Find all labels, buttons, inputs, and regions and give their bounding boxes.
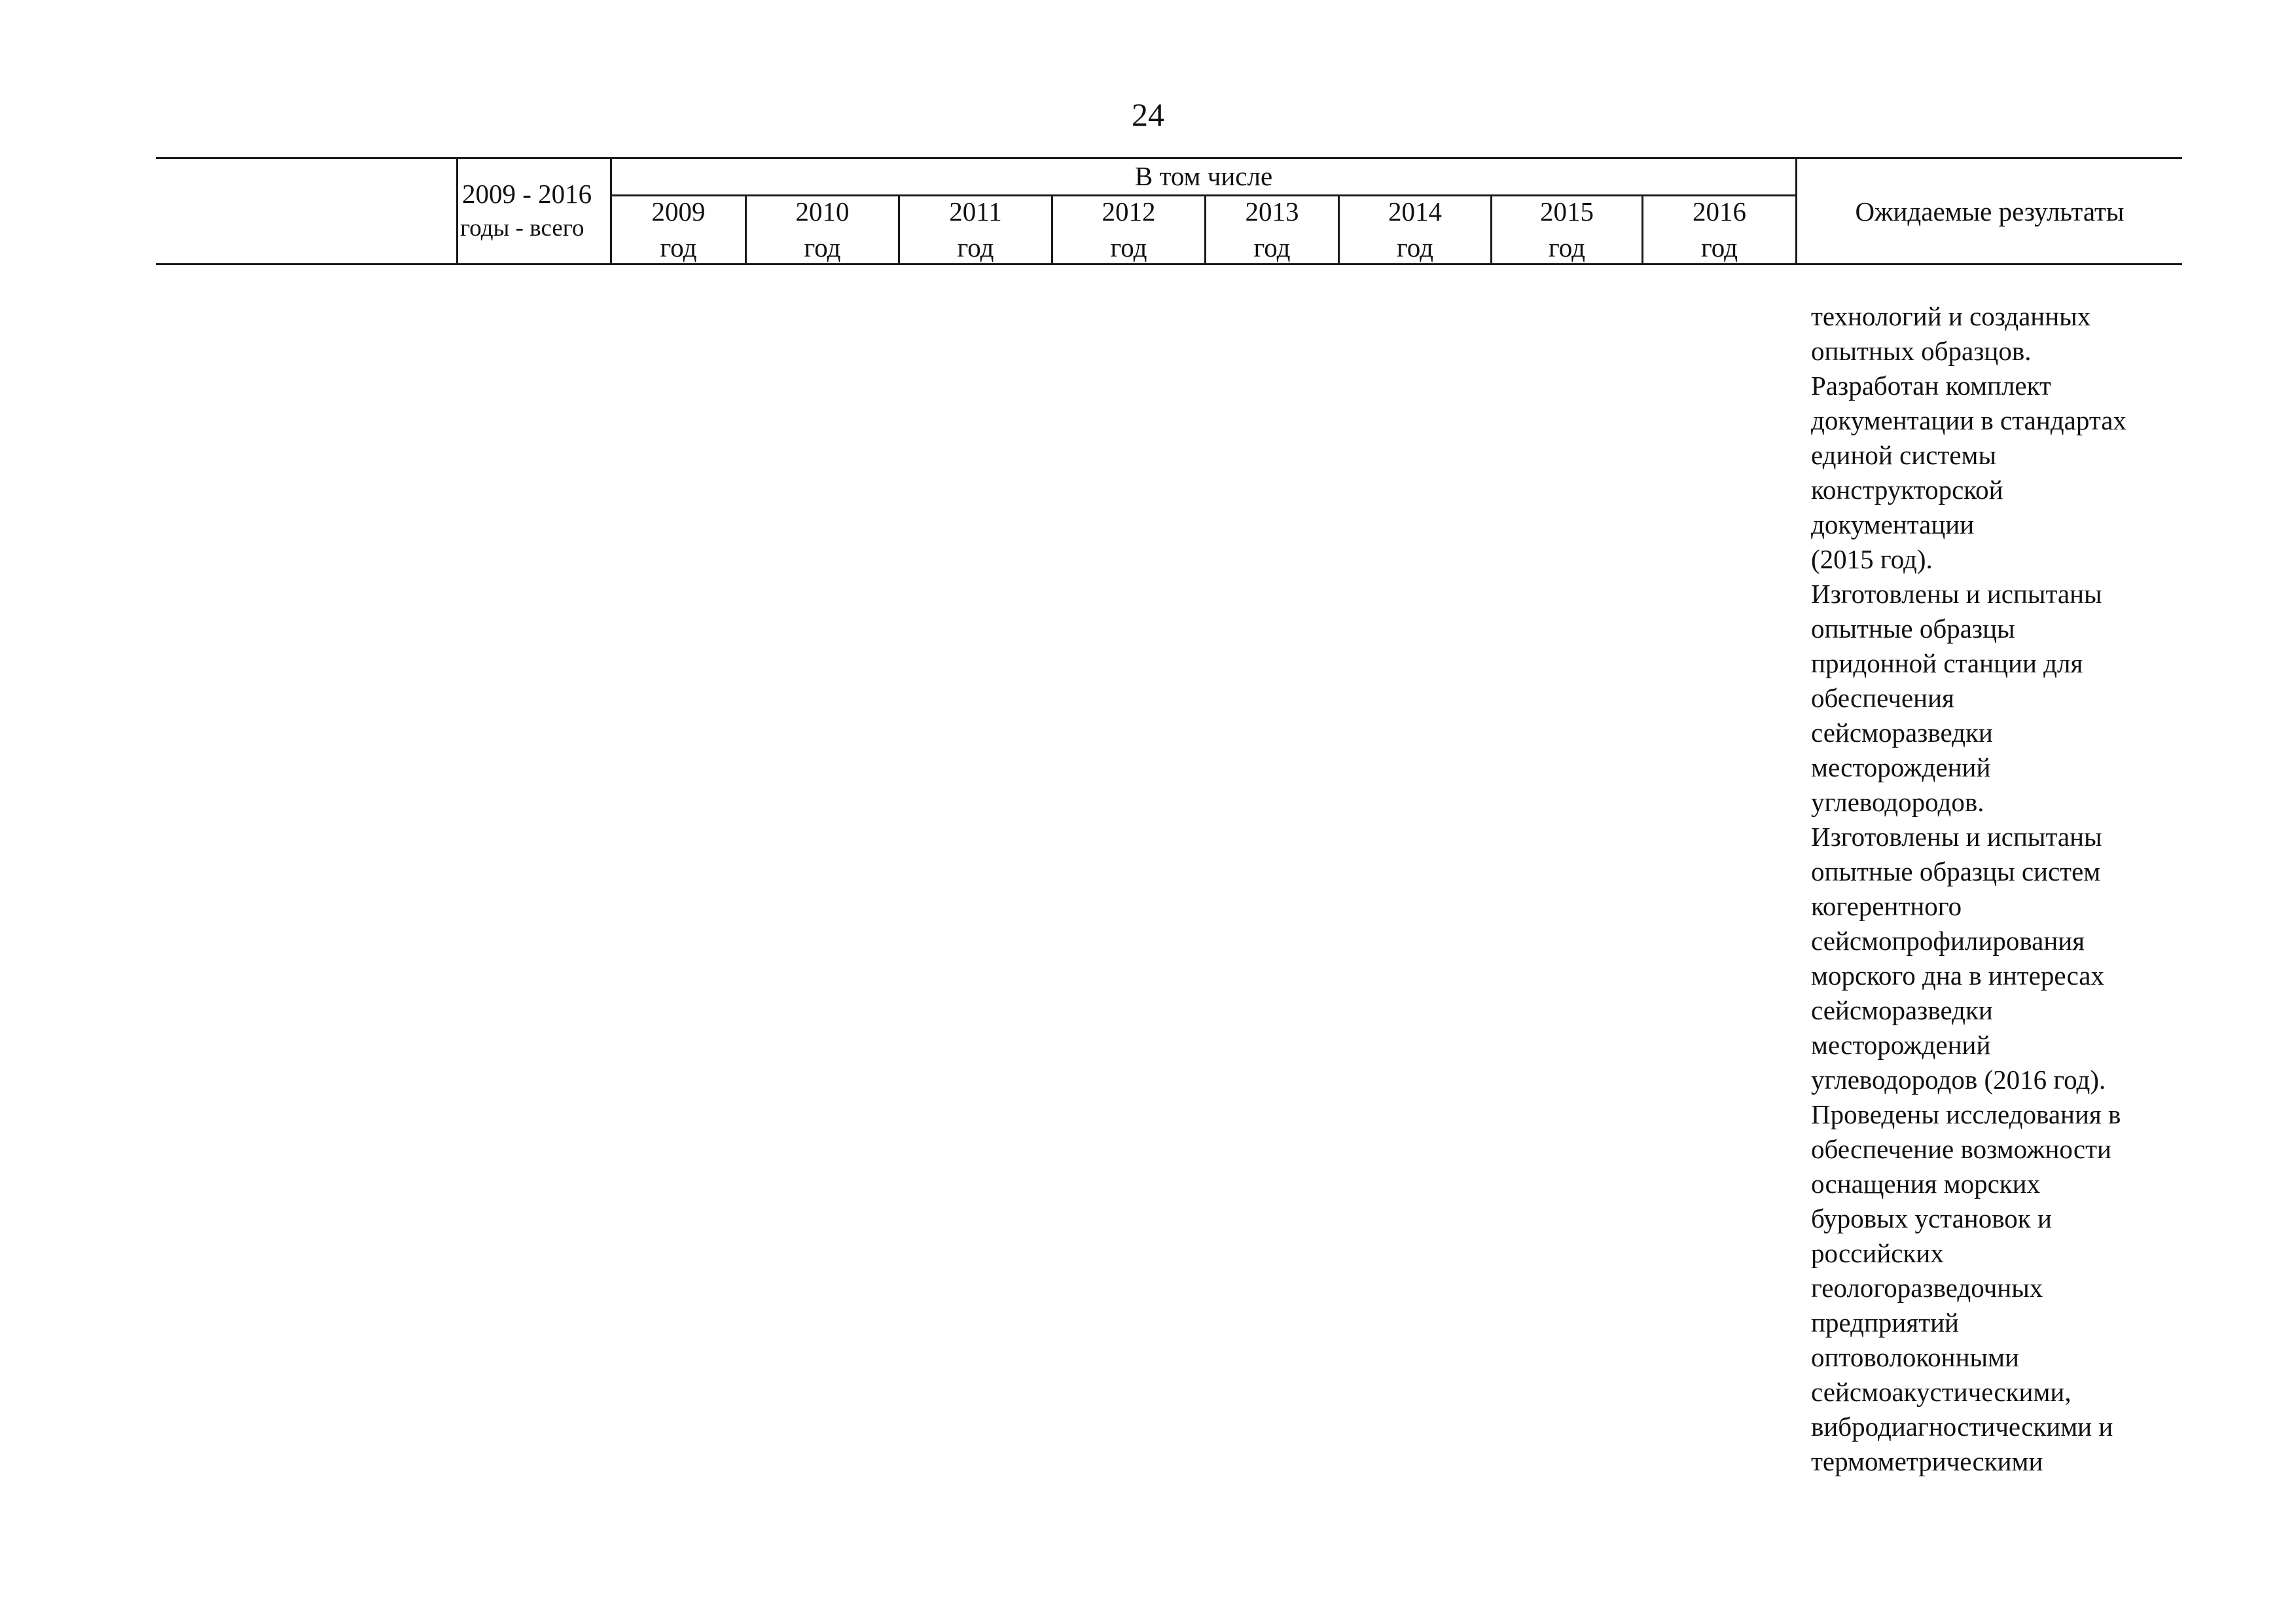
results-column-header: Ожидаемые результаты	[1855, 196, 2125, 227]
year-2013-label: 2013	[1245, 196, 1299, 227]
results-line: оптоволоконными	[1811, 1342, 2019, 1372]
results-line: Изготовлены и испытаны	[1811, 822, 2102, 852]
results-line: месторождений	[1811, 1030, 1991, 1060]
results-line: документации в стандартах	[1811, 405, 2126, 435]
results-line: документации	[1811, 509, 1975, 539]
results-line: обеспечение возможности	[1811, 1134, 2111, 1164]
results-line: морского дна в интересах	[1811, 960, 2104, 991]
year-2016-unit: год	[1701, 232, 1738, 263]
year-2014-unit: год	[1397, 232, 1433, 263]
results-line: Изготовлены и испытаны	[1811, 579, 2102, 609]
results-line: единой системы	[1811, 440, 1997, 470]
results-line: российских	[1811, 1238, 1944, 1268]
results-line: углеводородов (2016 год).	[1811, 1065, 2106, 1095]
year-2012-unit: год	[1110, 232, 1147, 263]
results-line: углеводородов.	[1811, 787, 1984, 817]
results-line: термометрическими	[1811, 1446, 2043, 1476]
results-line: сейсморазведки	[1811, 995, 1993, 1025]
results-line: Разработан комплект	[1811, 371, 2051, 401]
results-line: сейсмопрофилирования	[1811, 926, 2085, 956]
year-2010-unit: год	[804, 232, 841, 263]
year-2011-unit: год	[957, 232, 994, 263]
year-2011-label: 2011	[949, 196, 1002, 227]
year-2013-unit: год	[1253, 232, 1291, 263]
results-text-block	[1811, 299, 2269, 1479]
year-2015-label: 2015	[1540, 196, 1594, 227]
results-line: (2015 год).	[1811, 544, 1933, 574]
year-2009-label: 2009	[651, 196, 706, 227]
results-line: обеспечения	[1811, 683, 1954, 713]
results-line: оснащения морских	[1811, 1169, 2041, 1199]
results-line: опытные образцы	[1811, 613, 2015, 644]
year-2016-label: 2016	[1693, 196, 1746, 227]
header-top-border	[156, 157, 2182, 159]
results-line: когерентного	[1811, 891, 1962, 921]
results-line: месторождений	[1811, 752, 1991, 782]
group-label: В том числе	[1134, 161, 1273, 191]
year-2014-label: 2014	[1388, 196, 1442, 227]
results-line: Проведены исследования в	[1811, 1099, 2121, 1129]
results-line: технологий и созданных	[1811, 301, 2091, 331]
results-line: конструкторской	[1811, 475, 2003, 505]
year-2010-label: 2010	[795, 196, 850, 227]
results-line: геологоразведочных	[1811, 1273, 2043, 1303]
group-divider-line	[611, 194, 1797, 196]
results-line: буровых установок и	[1811, 1203, 2052, 1233]
results-line: придонной станции для	[1811, 648, 2083, 678]
year-2015-unit: год	[1549, 232, 1585, 263]
results-line: сейсмоакустическими,	[1811, 1377, 2072, 1407]
total-column-left-border	[456, 157, 458, 265]
page-number: 24	[1132, 96, 1164, 133]
results-line: опытные образцы систем	[1811, 856, 2101, 886]
results-line: вибродиагностическими и	[1811, 1412, 2113, 1442]
year-2012-label: 2012	[1102, 196, 1156, 227]
header-bottom-border	[156, 263, 2182, 265]
total-column-line1: 2009 - 2016	[462, 179, 592, 209]
results-line: сейсморазведки	[1811, 718, 1993, 748]
results-line: предприятий	[1811, 1307, 1960, 1338]
year-2009-unit: год	[660, 232, 697, 263]
results-line: опытных образцов.	[1811, 336, 2032, 366]
total-column-line2: годы - всего	[460, 215, 584, 242]
